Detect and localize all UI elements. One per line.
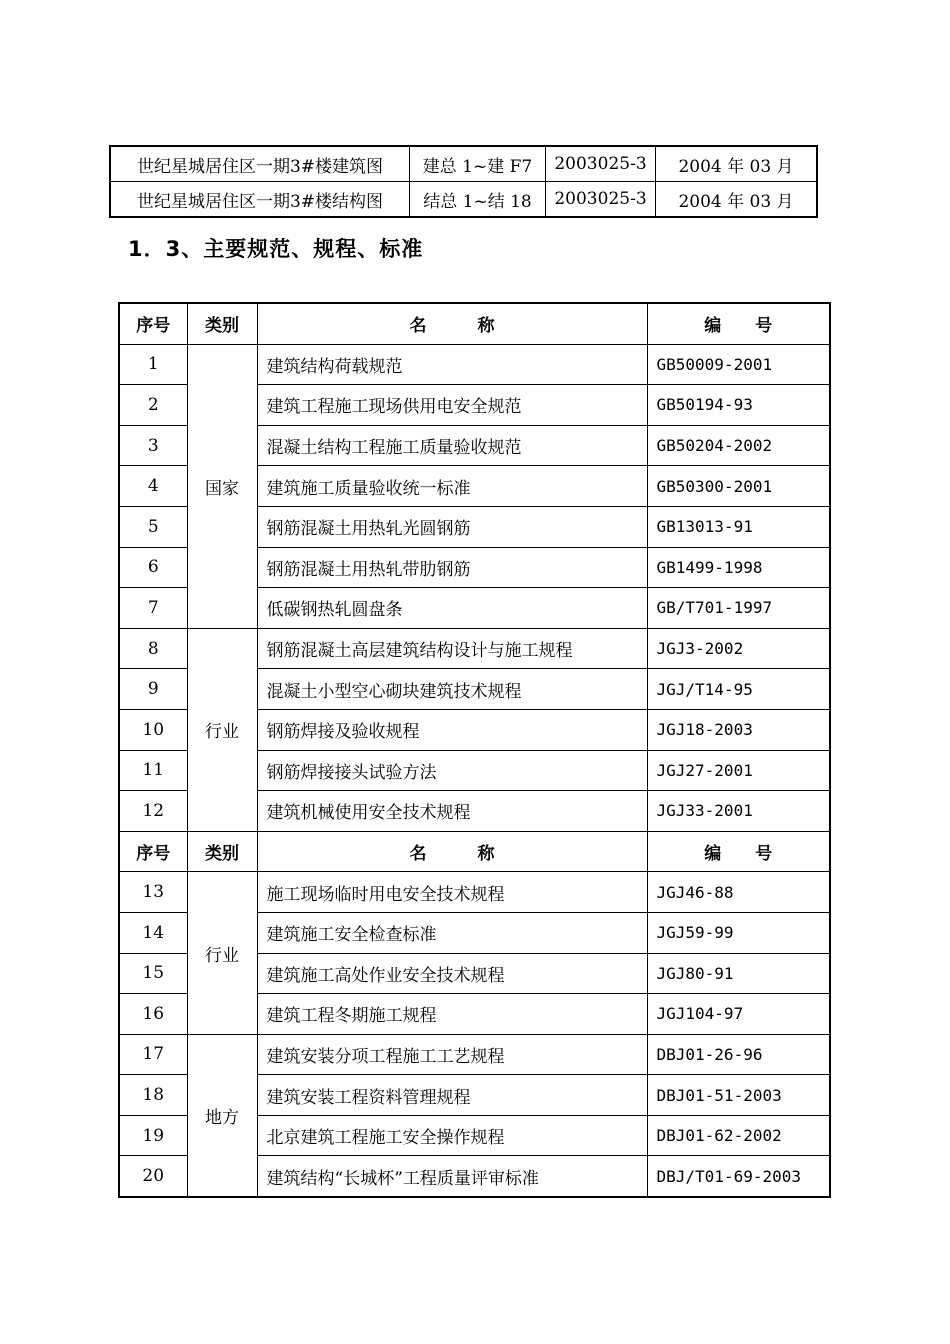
row-seq: 8 (119, 628, 187, 669)
header-seq: 序号 (119, 831, 187, 872)
row-code: JGJ59-99 (647, 912, 830, 953)
drawing-range: 结总 1~结 18 (410, 182, 546, 218)
row-name: 混凝土小型空心砌块建筑技术规程 (257, 669, 647, 710)
row-name: 钢筋焊接及验收规程 (257, 709, 647, 750)
row-seq: 6 (119, 547, 187, 588)
drawing-date: 2004 年 03 月 (656, 146, 818, 182)
row-code: DBJ01-26-96 (647, 1034, 830, 1075)
row-name: 钢筋混凝土用热轧带肋钢筋 (257, 547, 647, 588)
row-name: 建筑结构“长城杯”工程质量评审标准 (257, 1156, 647, 1197)
row-code: JGJ3-2002 (647, 628, 830, 669)
row-code: JGJ104-97 (647, 994, 830, 1035)
table-row (119, 1034, 830, 1075)
row-code: JGJ46-88 (647, 872, 830, 913)
row-name: 建筑工程冬期施工规程 (257, 994, 647, 1035)
row-seq: 2 (119, 385, 187, 426)
drawings-table (109, 145, 818, 218)
header-code: 编 号 (647, 831, 830, 872)
row-code: JGJ33-2001 (647, 791, 830, 832)
row-seq: 18 (119, 1075, 187, 1116)
row-code: DBJ01-51-2003 (647, 1075, 830, 1116)
row-name: 建筑安装分项工程施工工艺规程 (257, 1034, 647, 1075)
row-name: 低碳钢热轧圆盘条 (257, 588, 647, 629)
row-name: 建筑施工安全检查标准 (257, 912, 647, 953)
row-code: JGJ27-2001 (647, 750, 830, 791)
drawing-range: 建总 1~建 F7 (410, 146, 546, 182)
header-category: 类别 (187, 831, 257, 872)
row-name: 建筑机械使用安全技术规程 (257, 791, 647, 832)
drawing-date: 2004 年 03 月 (656, 182, 818, 218)
drawing-number: 2003025-3 (546, 146, 656, 182)
row-code: GB50300-2001 (647, 466, 830, 507)
row-seq: 1 (119, 344, 187, 385)
row-name: 钢筋混凝土用热轧光圆钢筋 (257, 506, 647, 547)
row-seq: 19 (119, 1115, 187, 1156)
row-code: JGJ80-91 (647, 953, 830, 994)
row-category: 国家 (187, 344, 257, 628)
row-seq: 14 (119, 912, 187, 953)
row-name: 建筑结构荷载规范 (257, 344, 647, 385)
section-title: 1．3、主要规范、规程、标准 (128, 237, 424, 261)
header-category: 类别 (187, 303, 257, 344)
row-seq: 12 (119, 791, 187, 832)
header-seq: 序号 (119, 303, 187, 344)
drawing-title: 世纪星城居住区一期3#楼建筑图 (110, 146, 410, 182)
row-seq: 16 (119, 994, 187, 1035)
row-seq: 13 (119, 872, 187, 913)
row-code: GB/T701-1997 (647, 588, 830, 629)
row-code: GB1499-1998 (647, 547, 830, 588)
table-row (119, 628, 830, 669)
row-code: GB50009-2001 (647, 344, 830, 385)
row-name: 建筑工程施工现场供用电安全规范 (257, 385, 647, 426)
drawing-row (110, 146, 817, 182)
row-seq: 17 (119, 1034, 187, 1075)
header-name: 名 称 (257, 831, 647, 872)
row-seq: 9 (119, 669, 187, 710)
drawing-title: 世纪星城居住区一期3#楼结构图 (110, 182, 410, 218)
header-code: 编 号 (647, 303, 830, 344)
table-row (119, 344, 830, 385)
row-category: 地方 (187, 1034, 257, 1197)
row-name: 建筑施工高处作业安全技术规程 (257, 953, 647, 994)
row-code: DBJ/T01-69-2003 (647, 1156, 830, 1197)
row-name: 建筑安装工程资料管理规程 (257, 1075, 647, 1116)
row-seq: 7 (119, 588, 187, 629)
row-name: 钢筋混凝土高层建筑结构设计与施工规程 (257, 628, 647, 669)
row-seq: 20 (119, 1156, 187, 1197)
row-code: JGJ18-2003 (647, 709, 830, 750)
row-code: GB13013-91 (647, 506, 830, 547)
row-seq: 4 (119, 466, 187, 507)
table-header-row (119, 303, 830, 344)
row-category: 行业 (187, 628, 257, 831)
row-name: 混凝土结构工程施工质量验收规范 (257, 425, 647, 466)
drawing-number: 2003025-3 (546, 182, 656, 218)
row-name: 施工现场临时用电安全技术规程 (257, 872, 647, 913)
row-seq: 5 (119, 506, 187, 547)
standards-table (118, 302, 831, 1198)
row-seq: 15 (119, 953, 187, 994)
row-seq: 3 (119, 425, 187, 466)
row-seq: 11 (119, 750, 187, 791)
row-name: 钢筋焊接接头试验方法 (257, 750, 647, 791)
drawing-row (110, 182, 817, 218)
table-header-row (119, 831, 830, 872)
row-code: GB50204-2002 (647, 425, 830, 466)
row-name: 北京建筑工程施工安全操作规程 (257, 1115, 647, 1156)
row-name: 建筑施工质量验收统一标准 (257, 466, 647, 507)
row-code: GB50194-93 (647, 385, 830, 426)
row-seq: 10 (119, 709, 187, 750)
header-name: 名 称 (257, 303, 647, 344)
table-row (119, 872, 830, 913)
row-code: JGJ/T14-95 (647, 669, 830, 710)
row-code: DBJ01-62-2002 (647, 1115, 830, 1156)
row-category: 行业 (187, 872, 257, 1034)
